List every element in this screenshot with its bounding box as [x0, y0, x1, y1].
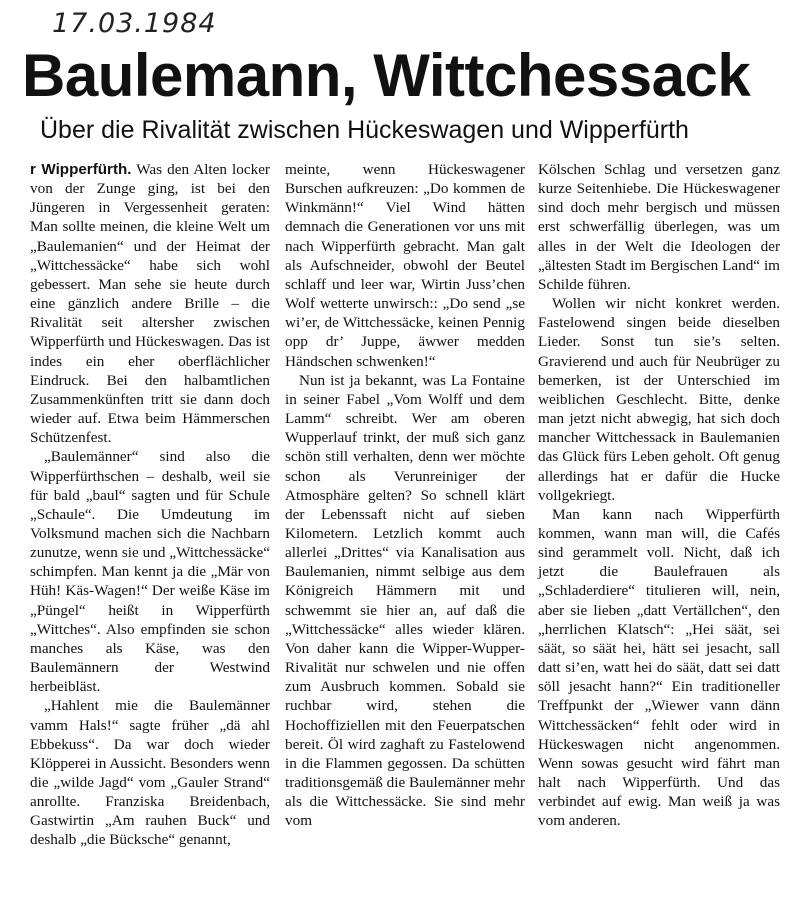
dateline: r Wipperfürth. [30, 161, 132, 178]
paragraph: Wollen wir nicht konkret werden. Fastelowend singen beide dieselben Lieder. Sonst tun sie’s selten. Gravierend und auch für Neubrüger zu bemerken, ist der Unterschied im weiblichen Geschlecht. Bitte, denke man jetzt nicht abwegig, hat sich doch mancher Wittchessack in Baulemanien das Glück fürs Leben geholt. Oft genug allerdings hat er dafür die Hucke vollgekriegt. [538, 295, 780, 504]
paragraph: „Baulemänner“ sind also die Wipperfürthschen – deshalb, weil sie für bald „baul“ sagten und für Schule „Schaule“. Die Umdeutung im Volksmund machen sich die Nachbarn zunutze, wenn sie und „Wittchessäcke“ schimpfen. Man kennt ja die „Mär von Hüh! Käs-Wagen!“ Der weiße Käse im „Püngel“ heißt in Wipperfürth „Wittches“. Also empfinden sie schon manches als Käse, was den Baulemännern der Westwind herbeibläst. [30, 448, 270, 696]
subheadline: Über die Rivalität zwischen Hückeswagen und Wipperfürth [40, 116, 689, 144]
paragraph: Kölschen Schlag und versetzen ganz kurze Seitenhiebe. Die Hückeswagener sind doch mehr bergisch und müssen erst schwerfällig überlegen, was um alles in der Welt die Ideologen der „ältesten Stadt im Bergischen Land“ im Schilde führen. [538, 161, 780, 293]
handwritten-date: 17.03.1984 [52, 8, 217, 39]
article-body [0, 160, 795, 918]
paragraph: Nun ist ja bekannt, was La Fontaine in seiner Fabel „Vom Wolff und dem Lamm“ schreibt. Wer am oberen Wupperlauf trinkt, der muß sich ganz schön still verhalten, denn wer möchte schon als Verunreiniger der Atmosphäre gelten? So schnell klärt der Lebenssaft nicht auf sieben Kilometern. Letzlich kommt auch allerlei „Drittes“ via Kanalisation aus Baulemanien, nimmt selbige aus dem Königreich Hämmern mit und schwemmt sie hier an, auf daß die „Wittchessäcke“ alles wieder klären. Von daher kann die Wipper-Wupper-Rivalität nur schwelen und nie offen zum Ausbruch kommen. Sobald sie ruchbar wird, stehen die Hochoffiziellen mit den Feuerpatschen bereit. Öl wird zaghaft zu Fastelowend in die Flammen gegossen. Da schütten traditionsgemäß die Baulemänner mehr als die Wittchessäcke. Sie sind mehr vom [285, 371, 525, 830]
column-2 [285, 160, 525, 830]
column-3 [538, 160, 780, 830]
paragraph: Man kann nach Wipperfürth kommen, wann man will, die Cafés sind gerammelt voll. Nicht, daß ich jetzt die Baulefrauen als „Schladerdiere“ titulieren will, nein, aber sie lieben „datt Vertällchen“, den „herrlichen Klatsch“: „Hei säät, sei säät, so säät hei, hätt sei jesacht, sall datt si’en, watt hei do säät, datt sei datt söll jesacht hann?“ Ein traditioneller Treffpunkt der „Wiewer vann dänn Wittchessäcken“ fehlt oder wird in Hückeswagen nicht angenommen. Wenn sowas gesucht wird fährt man halt nach Wipperfürth. Und das verbindet auf ewig. Man weiß ja was vom anderen. [538, 505, 780, 830]
paragraph: r Wipperfürth. Was den Alten locker von der Zunge ging, ist bei den Jüngeren in Vergessenheit geraten: Man sollte meinen, die kleine Welt um „Baulemanien“ und der Heimat der „Wittchessäcke“ habe sich wohl gebessert. Man sehe sie heute durch eine gänzlich andere Brille – die Rivalität seit altersher zwischen Wipperfürth und Hückeswagen. Das ist indes ein eher oberflächlicher Eindruck. Bei den halbamtlichen Zusammenkünften tritt sie dann doch wieder auf. Etwa beim Hämmerschen Schützenfest. [30, 161, 270, 447]
column-1 [30, 160, 270, 850]
headline: Baulemann, Wittchessack [22, 42, 751, 109]
paragraph: „Hahlent mie die Baulemänner vamm Hals!“ sagte früher „dä ahl Ebbekuss“. Da war doch wieder Klöpperei in Aussicht. Besonders wenn die „wilde Jagd“ vom „Gauler Strand“ anrollte. Franziska Breidenbach, Gastwirtin „Am rauhen Buck“ und deshalb „die Bücksche“ genannt, [30, 697, 271, 849]
paragraph: meinte, wenn Hückeswagener Burschen aufkreuzen: „Do kommen de Winkmänn!“ Viel Wind hätten demnach die Generationen vor uns mit nach Wipperfürth gebracht. Man galt als Aufschneider, obwohl der Beutel schlaff und leer war, Wirtin Juss’chen Wolf wetterte unwirsch:: „Do send „se wi’er, de Wittchessäcke, keinen Pennig opp dr’ Juppe, äwwer medden Händschen schwenken!“ [285, 161, 525, 370]
